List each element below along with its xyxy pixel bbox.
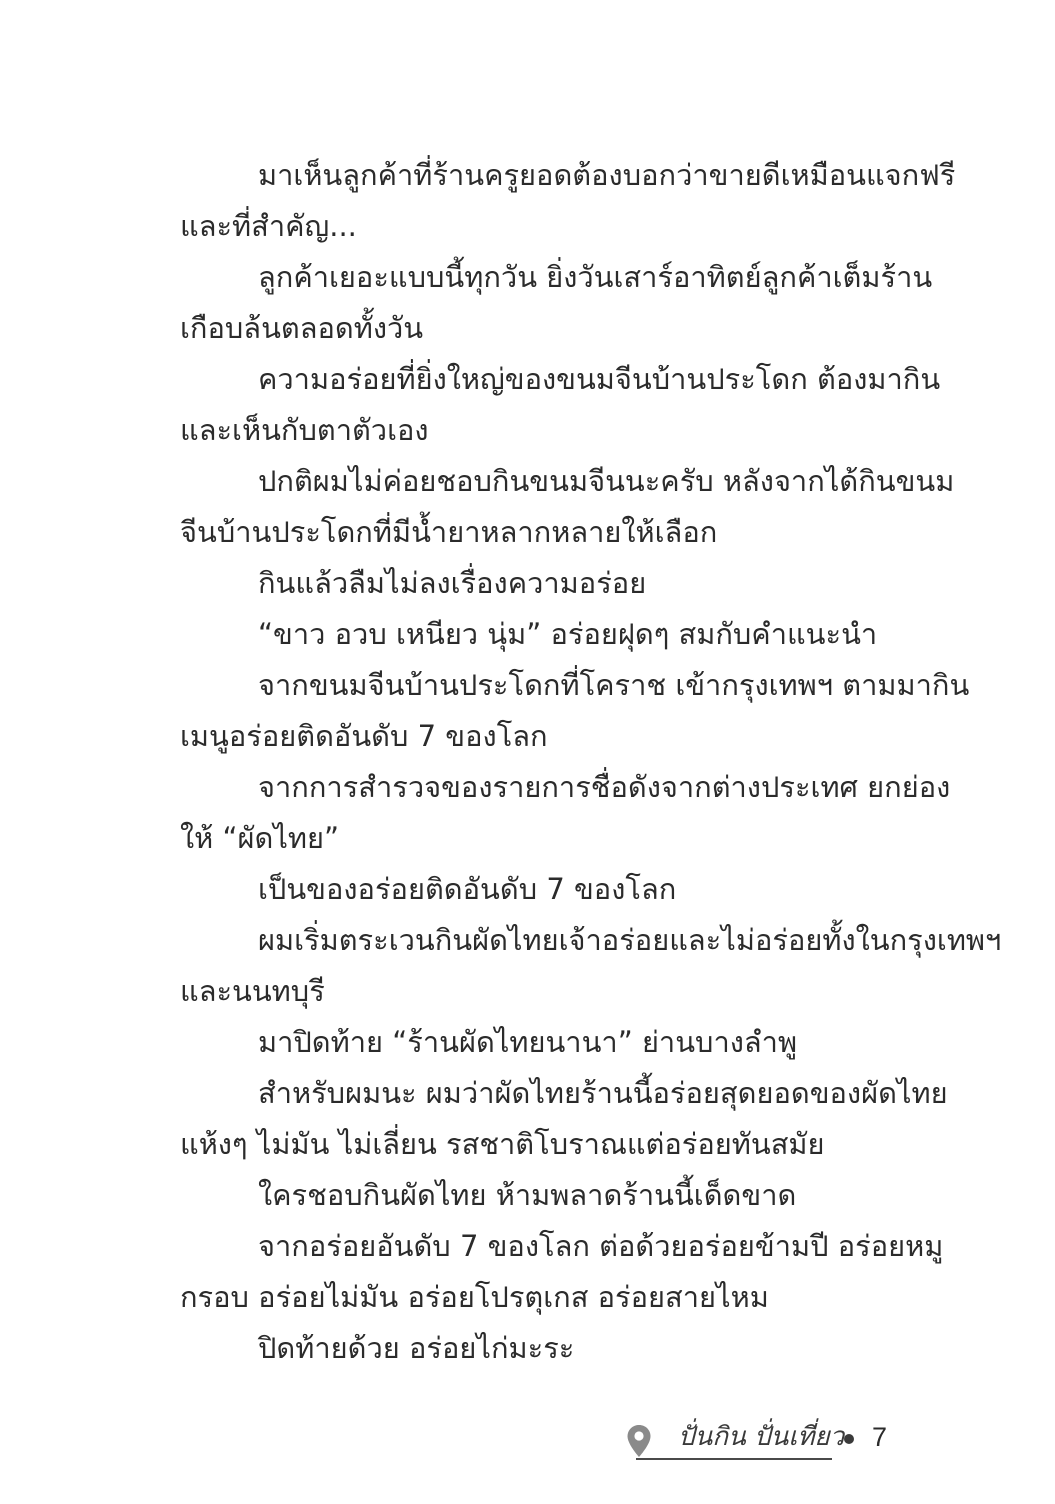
text-line: ให้ “ผัดไทย” (180, 821, 340, 855)
text-line: สำหรับผมนะ ผมว่าผัดไทยร้านนี้อร่อยสุดยอดของผัดไทย (258, 1076, 948, 1110)
text-line: เกือบล้นตลอดทั้งวัน (180, 311, 424, 345)
text-line: ปกติผมไม่ค่อยชอบกินขนมจีนนะครับ หลังจากได้กินขนม (258, 464, 955, 498)
text-line: และที่สำคัญ... (180, 209, 357, 243)
page-number: 7 (872, 1422, 888, 1452)
text-line: ลูกค้าเยอะแบบนี้ทุกวัน ยิ่งวันเสาร์อาทิตย์ลูกค้าเต็มร้าน (258, 260, 933, 294)
text-line: จากขนมจีนบ้านประโดกที่โคราช เข้ากรุงเทพฯ ตามมากิน (258, 668, 970, 702)
text-line: มาเห็นลูกค้าที่ร้านครูยอดต้องบอกว่าขายดีเหมือนแจกฟรี (258, 158, 956, 192)
text-line: ผมเริ่มตระเวนกินผัดไทยเจ้าอร่อยและไม่อร่อยทั้งในกรุงเทพฯ (258, 923, 1002, 957)
map-pin-icon (626, 1424, 652, 1458)
text-line: กินแล้วลืมไม่ลงเรื่องความอร่อย (258, 566, 647, 600)
page-body (180, 150, 1002, 1374)
title-underline (636, 1458, 832, 1460)
bullet-icon (844, 1434, 854, 1444)
text-line: จากอร่อยอันดับ 7 ของโลก ต่อด้วยอร่อยข้ามปี อร่อยหมู (258, 1229, 944, 1263)
text-line: เป็นของอร่อยติดอันดับ 7 ของโลก (258, 872, 677, 906)
page-footer (622, 1418, 902, 1462)
text-line: ความอร่อยที่ยิ่งใหญ่ของขนมจีนบ้านประโดก ต้องมากิน (258, 362, 941, 396)
text-line: แห้งๆ ไม่มัน ไม่เลี่ยน รสชาติโบราณแต่อร่อยทันสมัย (180, 1127, 825, 1161)
text-line: และนนทบุรี (180, 974, 325, 1008)
text-line: มาปิดท้าย “ร้านผัดไทยนานา” ย่านบางลำพู (258, 1025, 798, 1059)
text-line: จีนบ้านประโดกที่มีน้ำยาหลากหลายให้เลือก (180, 515, 718, 549)
text-line: “ขาว อวบ เหนียว นุ่ม” อร่อยฝุดๆ สมกับคำแนะนำ (258, 617, 878, 651)
text-line: จากการสำรวจของรายการชื่อดังจากต่างประเทศ ยกย่อง (258, 770, 951, 804)
book-title: ปั่นกิน ปั่นเที่ยว (678, 1422, 845, 1452)
text-line: ใครชอบกินผัดไทย ห้ามพลาดร้านนี้เด็ดขาด (258, 1178, 797, 1212)
text-line: ปิดท้ายด้วย อร่อยไก่มะระ (258, 1331, 575, 1365)
text-line: และเห็นกับตาตัวเอง (180, 413, 429, 447)
text-line: กรอบ อร่อยไม่มัน อร่อยโปรตุเกส อร่อยสายไหม (180, 1280, 769, 1314)
text-line: เมนูอร่อยติดอันดับ 7 ของโลก (180, 719, 548, 753)
